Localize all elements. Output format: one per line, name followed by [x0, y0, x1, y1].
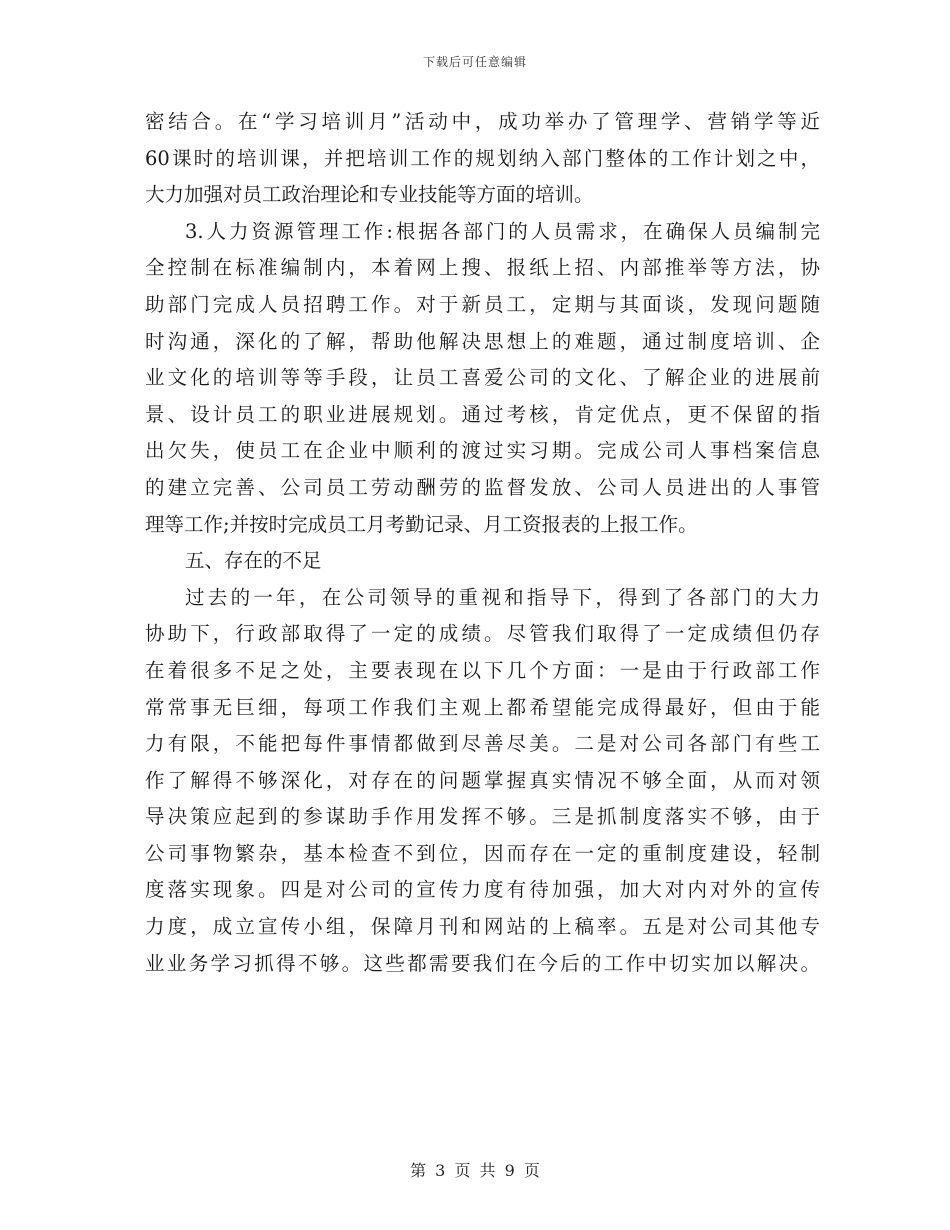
- body-line: 景、设计员工的职业进展规划。通过考核，肯定优点，更不保留的指: [145, 402, 820, 426]
- body-line: 大力加强对员工政治理论和专业技能等方面的培训。: [145, 183, 594, 207]
- body-line: 力度，成立宣传小组，保障月刊和网站的上稿率。五是对公司其他专: [145, 915, 820, 939]
- body-line: 出欠失，使员工在企业中顺利的渡过实习期。完成公司人事档案信息: [145, 439, 820, 463]
- section-heading: 五、存在的不足: [185, 549, 322, 573]
- body-line: 密结合。在“学习培训月”活动中，成功举办了管理学、营销学等近: [145, 110, 820, 133]
- document-body: [145, 104, 820, 982]
- page-number: 第 3 页 共 9 页: [410, 1161, 540, 1180]
- body-line: 公司事物繁杂，基本检查不到位，因而存在一定的重制度建设，轻制: [145, 841, 820, 865]
- body-line: 时沟通，深化的了解，帮助他解决思想上的难题，通过制度培训、企: [145, 329, 820, 353]
- body-line: 业文化的培训等等手段，让员工喜爱公司的文化、了解企业的进展前: [145, 366, 820, 390]
- body-line: 在着很多不足之处，主要表现在以下几个方面：一是由于行政部工作: [145, 658, 820, 682]
- body-line: 协助下，行政部取得了一定的成绩。尽管我们取得了一定成绩但仍存: [145, 622, 820, 646]
- body-line: 3.人力资源管理工作:根据各部门的人员需求，在确保人员编制完: [185, 219, 820, 243]
- body-line: 常常事无巨细，每项工作我们主观上都希望能完成得最好，但由于能: [145, 695, 820, 719]
- body-line: 度落实现象。四是对公司的宣传力度有待加强，加大对内对外的宣传: [145, 878, 820, 902]
- body-line: 导决策应起到的参谋助手作用发挥不够。三是抓制度落实不够，由于: [145, 805, 820, 829]
- body-line: 理等工作;并按时完成员工月考勤记录、月工资报表的上报工作。: [145, 512, 698, 536]
- body-line: 60课时的培训课，并把培训工作的规划纳入部门整体的工作计划之中，: [145, 146, 820, 170]
- body-line: 作了解得不够深化，对存在的问题掌握真实情况不够全面，从而对领: [145, 768, 820, 792]
- body-line: 全控制在标准编制内，本着网上搜、报纸上招、内部推举等方法，协: [145, 256, 820, 280]
- page-header-note: 下载后可任意编辑: [422, 55, 527, 69]
- body-line: 力有限，不能把每件事情都做到尽善尽美。二是对公司各部门有些工: [145, 732, 820, 756]
- body-line: 助部门完成人员招聘工作。对于新员工，定期与其面谈，发现问题随: [145, 292, 820, 316]
- body-line: 的建立完善、公司员工劳动酬劳的监督发放、公司人员进出的人事管: [145, 475, 820, 499]
- body-line: 过去的一年，在公司领导的重视和指导下，得到了各部门的大力: [185, 585, 820, 609]
- body-line: 业业务学习抓得不够。这些都需要我们在今后的工作中切实加以解决。: [145, 951, 820, 975]
